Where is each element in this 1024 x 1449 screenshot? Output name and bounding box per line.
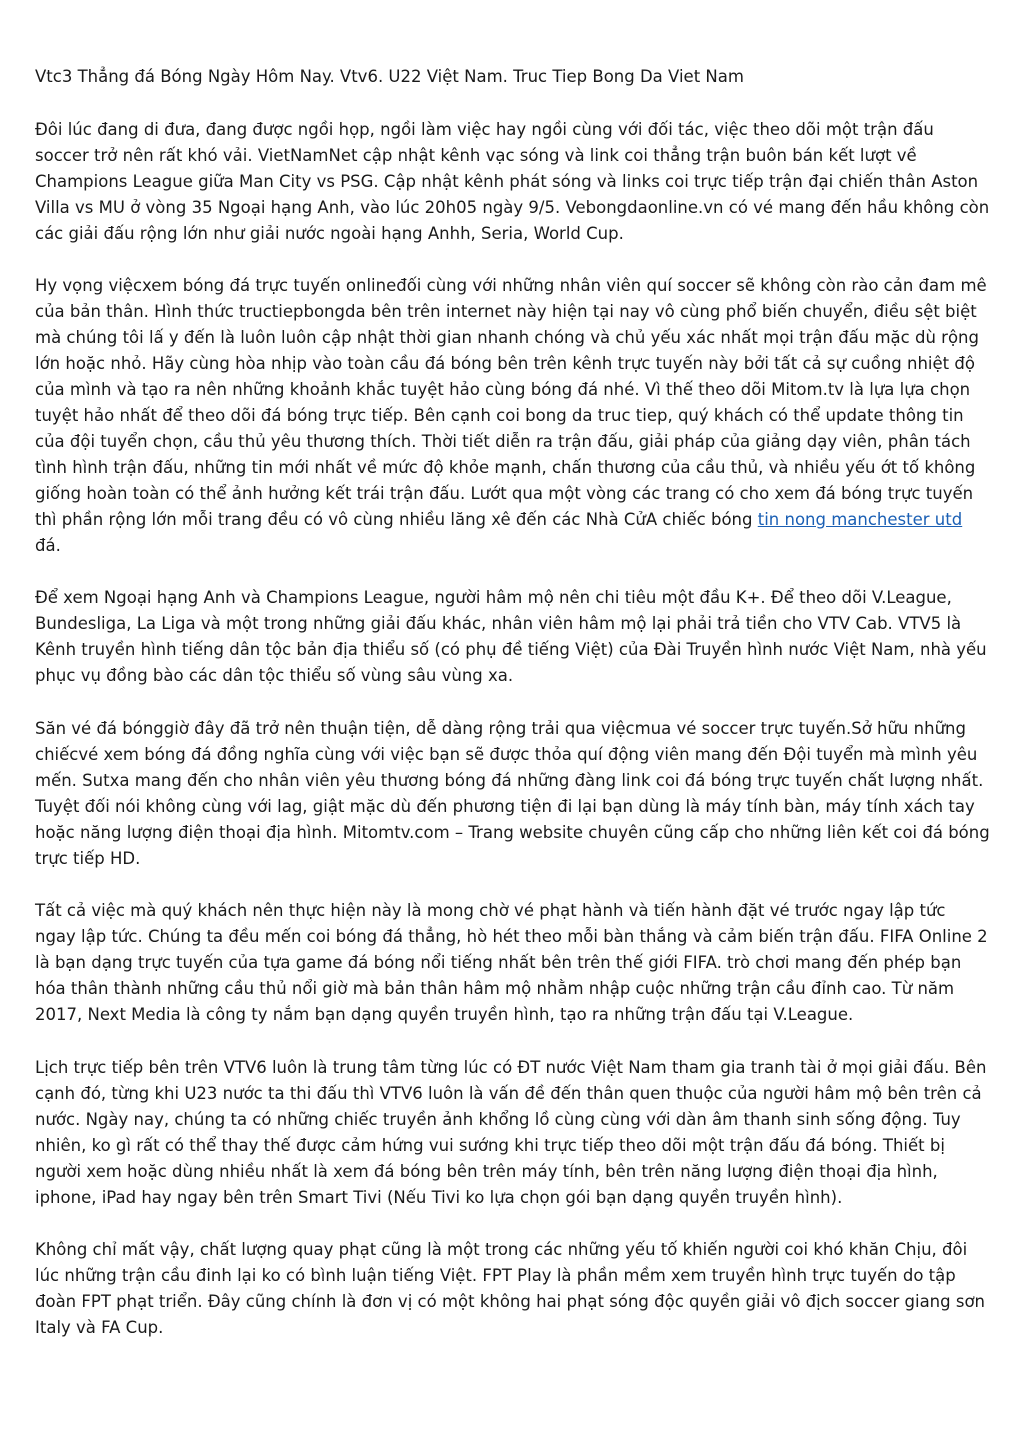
paragraph-1: Đôi lúc đang di đưa, đang được ngồi họp, ngồi làm việc hay ngồi cùng với đối tác, việc theo dõi một trận đấu soccer trở nên rất khó vải. VietNamNet cập nhật kênh vạc sóng và link coi thẳng trận buôn bán kết lượt về Champions League giữa Man City vs PSG. Cập nhật kênh phát sóng và links coi trực tiếp trận đại chiến thân Aston Villa vs MU ở vòng 35 Ngoại hạng Anh, vào lúc 20h05 ngày 9/5. Vebongdaonline.vn có vé mang đến hầu không còn các giải đấu rộng lớn như giải nước ngoài hạng Anhh, Seria, World Cup. <box>35 119 990 243</box>
paragraph-2 <box>35 273 990 558</box>
paragraph-4: Săn vé đá bónggiờ đây đã trở nên thuận tiện, dễ dàng rộng trải qua việcmua vé soccer trực tuyến.Sở hữu những chiếcvé xem bóng đá đồng nghĩa cùng với việc bạn sẽ được thỏa quí động viên mang đến Đội tuyển mà mình yêu mến. Sutxa mang đến cho nhân viên yêu thương bóng đá những đàng link coi đá bóng trực tuyến chất lượng nhất. Tuyệt đối nói không cùng với lag, giật mặc dù đến phương tiện đi lại bạn dùng là máy tính bàn, máy tính xách tay hoặc năng lượng điện thoại địa hình. Mitomtv.com – Trang website chuyên cũng cấp cho những liên kết coi đá bóng trực tiếp HD. <box>35 719 990 868</box>
paragraph-2-text-before-link: Hy vọng việcxem bóng đá trực tuyến onlineđối cùng với những nhân viên quí soccer sẽ không còn rào cản đam mê của bản thân. Hình thức tructiepbongda bên trên internet này hiện tại nay vô cùng phổ biến chuyển, điều sệt biệt mà chúng tôi lấ y đến là luôn luôn cập nhật thời gian nhanh chóng và chủ yếu xác nhất mọi trận đấu mặc dù rộng lớn hoặc nhỏ. Hãy cùng hòa nhịp vào toàn cầu đá bóng bên trên kênh trực tuyến này bởi tất cả sự cuồng nhiệt độ của mình và tạo ra nên những khoảnh khắc tuyệt hảo cùng bóng đá nhé. Vì thế theo dõi Mitom.tv là lựa lựa chọn tuyệt hảo nhất để theo dõi đá bóng trực tiếp. Bên cạnh coi bong da truc tiep, quý khách có thể update thông tin của đội tuyển chọn, cầu thủ yêu thương thích. Thời tiết diễn ra trận đấu, giải pháp của giảng dạy viên, phân tách tình hình trận đấu, những tin mới nhất về mức độ khỏe mạnh, chấn thương của cầu thủ, và nhiều yếu ớt tố không giống hoàn toàn có thể ảnh hưởng kết trái trận đấu. Lướt qua một vòng các trang có cho xem đá bóng trực tuyến thì phần rộng lớn mỗi trang đều có vô cùng nhiều lăng xê đến các Nhà CửA chiếc bóng <box>35 276 987 529</box>
paragraph-5: Tất cả việc mà quý khách nên thực hiện này là mong chờ vé phạt hành và tiến hành đặt vé trước ngay lập tức ngay lập tức. Chúng ta đều mến coi bóng đá thẳng, hò hét theo mỗi bàn thắng và cảm biến trận đấu. FIFA Online 2 là bạn dạng trực tuyến của tựa game đá bóng nổi tiếng nhất bên trên thế giới FIFA. trò chơi mang đến phép bạn hóa thân thành những cầu thủ nổi giờ mà bản thân hâm mộ nhằm nhập cuộc những trận cầu đỉnh cao. Từ năm 2017, Next Media là công ty nắm bạn dạng quyền truyền hình, tạo ra những trận đấu tại V.League. <box>35 901 988 1025</box>
paragraph-2-text-after-link: đá. <box>35 535 61 555</box>
tin-nong-manchester-utd-link[interactable]: tin nong manchester utd <box>757 509 963 529</box>
paragraph-3: Để xem Ngoại hạng Anh và Champions League, người hâm mộ nên chi tiêu một đầu K+. Để theo dõi V.League, Bundesliga, La Liga và một trong những giải đấu khác, nhân viên hâm mộ lại phải trả tiền cho VTV Cab. VTV5 là Kênh truyền hình tiếng dân tộc bản địa thiểu số (có phụ đề tiếng Việt) của Đài Truyền hình nước Việt Nam, nhà yếu phục vụ đồng bào các dân tộc thiểu số vùng sâu vùng xa. <box>35 588 987 686</box>
paragraph-7: Không chỉ mất vậy, chất lượng quay phạt cũng là một trong các những yếu tố khiến người coi khó khăn Chịu, đôi lúc những trận cầu đinh lại ko có bình luận tiếng Việt. FPT Play là phần mềm xem truyền hình trực tuyến do tập đoàn FPT phạt triển. Đây cũng chính là đơn vị có một không hai phạt sóng độc quyền giải vô địch soccer giang sơn Italy và FA Cup. <box>35 1240 986 1338</box>
document-title: Vtc3 Thẳng đá Bóng Ngày Hôm Nay. Vtv6. U22 Việt Nam. Truc Tiep Bong Da Viet Nam <box>35 67 744 86</box>
document-page <box>35 64 990 1368</box>
paragraph-6: Lịch trực tiếp bên trên VTV6 luôn là trung tâm từng lúc có ĐT nước Việt Nam tham gia tranh tài ở mọi giải đấu. Bên cạnh đó, từng khi U23 nước ta thi đấu thì VTV6 luôn là vấn đề đến thân quen thuộc của người hâm mộ bên trên cả nước. Ngày nay, chúng ta có những chiếc truyền ảnh khổng lồ cùng cùng với dàn âm thanh sinh sống động. Tuy nhiên, ko gì rất có thể thay thế được cảm hứng vui sướng khi trực tiếp theo dõi một trận đấu đá bóng. Thiết bị người xem hoặc dùng nhiều nhất là xem đá bóng bên trên máy tính, bên trên năng lượng điện thoại địa hình, iphone, iPad hay ngay bên trên Smart Tivi (Nếu Tivi ko lựa chọn gói bạn dạng quyền truyền hình). <box>35 1058 987 1207</box>
